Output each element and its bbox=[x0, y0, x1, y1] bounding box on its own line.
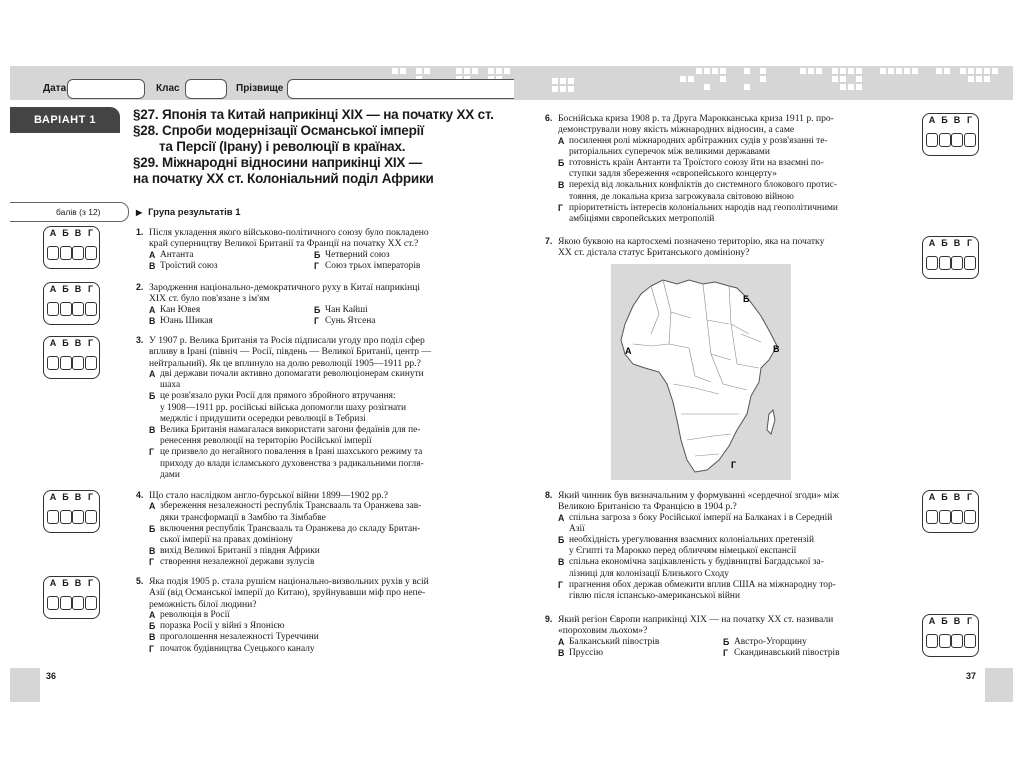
answer-letter: А bbox=[928, 616, 936, 626]
decor-square bbox=[976, 68, 982, 74]
question-text: У 1907 р. Велика Британія та Росія підписали угоду про поділ сфер впливу в Ірані (північ — Росії, південь — Великої Британії, центр — нейтральний). Як це вплинуло на долю революції 1905—1911 рр.? bbox=[149, 335, 432, 369]
score-box[interactable] bbox=[10, 202, 129, 222]
decor-square bbox=[968, 76, 974, 82]
answer-grid bbox=[922, 614, 979, 657]
decor-square bbox=[560, 78, 566, 84]
decor-square bbox=[944, 68, 950, 74]
answer-checkbox-2[interactable] bbox=[939, 634, 951, 648]
decor-square bbox=[424, 68, 430, 74]
option-text: поразка Росії у війні з Японією bbox=[160, 621, 285, 632]
option-letter: Б bbox=[558, 158, 565, 168]
option-text: спільна загроза з боку Російської імперії на Балканах і в Середній Азії bbox=[569, 512, 833, 534]
option-text: пріоритетність інтересів колоніальних народів над геополітичними амбіціями європейських метрополій bbox=[569, 202, 838, 224]
question bbox=[545, 236, 895, 259]
answer-checkbox-4[interactable] bbox=[85, 246, 97, 260]
answer-checkbox-1[interactable] bbox=[47, 596, 59, 610]
answer-letter: Г bbox=[966, 115, 973, 125]
decor-square bbox=[816, 68, 822, 74]
option-text: проголошення незалежності Туреччини bbox=[160, 632, 319, 643]
answer-grid bbox=[922, 236, 979, 279]
title-line: §29. Міжнародні відносини наприкінці XIX — bbox=[133, 155, 423, 170]
answer-checkbox-3[interactable] bbox=[951, 256, 963, 270]
answer-grid bbox=[43, 490, 100, 533]
option-А[interactable] bbox=[149, 369, 481, 391]
answer-checkbox-4[interactable] bbox=[85, 596, 97, 610]
option-text: створення незалежної держави зулусів bbox=[160, 557, 315, 568]
decor-square bbox=[688, 76, 694, 82]
answer-checkbox-4[interactable] bbox=[964, 256, 976, 270]
option-text: збереження незалежності республік Трансвааль та Оранжева зав- дяки трансформації в Замбію та Зімбабве bbox=[160, 501, 422, 523]
decor-square bbox=[808, 68, 814, 74]
option-Б[interactable] bbox=[149, 524, 481, 546]
decor-square bbox=[800, 68, 806, 74]
option-Г[interactable] bbox=[149, 557, 481, 568]
decor-square bbox=[856, 76, 862, 82]
class-label: Клас bbox=[156, 83, 180, 94]
answer-checkbox-2[interactable] bbox=[60, 246, 72, 260]
answer-letter: Б bbox=[941, 115, 948, 125]
question-text: Який чинник був визначальним у формуванні «сердечної згоди» між Великою Британією та Францією в 1904 р.? bbox=[558, 490, 840, 513]
decor-square bbox=[720, 68, 726, 74]
option-В[interactable] bbox=[558, 180, 895, 202]
question bbox=[545, 614, 895, 637]
option-Б[interactable] bbox=[149, 391, 481, 425]
africa-map bbox=[611, 264, 791, 480]
answer-checkbox-3[interactable] bbox=[72, 302, 84, 316]
answer-grid bbox=[43, 576, 100, 619]
option-letter: Г bbox=[558, 579, 563, 590]
decor-square bbox=[392, 68, 398, 74]
option-text: Австро-Угорщину bbox=[734, 636, 807, 647]
option-letter: А bbox=[149, 501, 156, 512]
decor-square bbox=[704, 84, 710, 90]
option-А[interactable] bbox=[558, 513, 895, 535]
map-label-a: А bbox=[625, 346, 632, 356]
decor-square bbox=[976, 76, 982, 82]
decor-square bbox=[968, 68, 974, 74]
answer-checkbox-1[interactable] bbox=[926, 510, 938, 524]
decor-square bbox=[992, 68, 998, 74]
option-Г[interactable] bbox=[314, 316, 474, 327]
decor-square bbox=[496, 68, 502, 74]
option-letter: А bbox=[149, 249, 156, 260]
option-Г[interactable] bbox=[558, 203, 895, 225]
option-letter: А bbox=[149, 609, 156, 620]
option-letter: В bbox=[149, 315, 156, 326]
option-А[interactable] bbox=[149, 610, 481, 621]
decor-square bbox=[912, 68, 918, 74]
answer-checkbox-3[interactable] bbox=[951, 133, 963, 147]
answer-letter: Б bbox=[62, 338, 69, 348]
answer-letter: В bbox=[953, 492, 961, 502]
map-label-v: В bbox=[773, 344, 780, 354]
page-title bbox=[133, 107, 513, 187]
question-number: 1. bbox=[136, 227, 144, 237]
option-text: це розв'язало руки Росії для прямого збройного втручання: у 1908—1911 рр. російські війська допомогли шаху розігнати меджліс і придушити осередки революції в Тебризі bbox=[160, 391, 407, 424]
option-text: Скандинавський півострів bbox=[734, 647, 840, 658]
decor-square bbox=[880, 68, 886, 74]
answer-letter: Г bbox=[966, 492, 973, 502]
answer-letter: Б bbox=[941, 492, 948, 502]
option-letter: Г bbox=[149, 447, 154, 458]
map-label-b: Б bbox=[743, 294, 750, 304]
option-Б[interactable] bbox=[558, 158, 895, 180]
question bbox=[545, 490, 895, 513]
option-letter: Б bbox=[149, 621, 156, 632]
answer-checkbox-2[interactable] bbox=[60, 302, 72, 316]
question-number: 2. bbox=[136, 282, 144, 292]
decor-square bbox=[832, 76, 838, 82]
answer-letter: А bbox=[49, 284, 57, 294]
answer-letter: Б bbox=[62, 492, 69, 502]
question bbox=[545, 113, 895, 136]
decor-square bbox=[984, 68, 990, 74]
option-letter: А bbox=[558, 512, 565, 523]
decor-square bbox=[856, 68, 862, 74]
option-text: Прусcію bbox=[569, 647, 603, 658]
option-Б[interactable] bbox=[149, 621, 481, 632]
option-text: посилення ролі міжнародних арбітражних судів у розв'язанні те- риторіальних суперечок між великими державами bbox=[569, 135, 828, 157]
surname-field[interactable] bbox=[287, 79, 514, 99]
option-Г[interactable] bbox=[558, 580, 895, 602]
answer-grid bbox=[922, 113, 979, 156]
decor-square bbox=[472, 68, 478, 74]
answer-checkbox-2[interactable] bbox=[60, 510, 72, 524]
answer-letter: В bbox=[74, 228, 82, 238]
option-text: Антанта bbox=[160, 249, 194, 260]
right-gutter bbox=[985, 668, 1013, 702]
decor-square bbox=[568, 86, 574, 92]
answer-letter: Г bbox=[87, 338, 94, 348]
variant-badge: ВАРІАНТ 1 bbox=[10, 107, 120, 133]
answer-checkbox-1[interactable] bbox=[47, 246, 59, 260]
answer-checkbox-1[interactable] bbox=[47, 302, 59, 316]
option-В[interactable] bbox=[149, 546, 481, 557]
decor-square bbox=[488, 68, 494, 74]
question-number: 6. bbox=[545, 113, 553, 123]
option-А[interactable] bbox=[149, 501, 481, 523]
answer-checkbox-4[interactable] bbox=[85, 356, 97, 370]
africa-outline bbox=[621, 280, 777, 472]
option-В[interactable] bbox=[149, 261, 309, 272]
answer-letter: А bbox=[49, 578, 57, 588]
answer-letter: Б bbox=[941, 238, 948, 248]
question-text: Зародження національно-демократичного руху в Китаї наприкінці XIX ст. було пов'язане з ім'ям bbox=[149, 282, 421, 305]
option-letter: Г bbox=[723, 647, 728, 658]
answer-checkbox-2[interactable] bbox=[60, 356, 72, 370]
option-В[interactable] bbox=[149, 425, 481, 447]
decor-square bbox=[416, 68, 422, 74]
decor-square bbox=[760, 68, 766, 74]
option-В[interactable] bbox=[558, 648, 718, 659]
answer-letter: Б bbox=[941, 616, 948, 626]
option-letter: В bbox=[149, 632, 156, 643]
option-В[interactable] bbox=[558, 557, 895, 579]
answer-checkbox-1[interactable] bbox=[926, 256, 938, 270]
decor-square bbox=[504, 68, 510, 74]
answer-letter: В bbox=[74, 578, 82, 588]
option-text: необхідність урегулювання взаємних колоніальних претензій у Єгипті та Марокко перед обличчям німецької експансії bbox=[569, 535, 815, 557]
question-number: 4. bbox=[136, 490, 144, 500]
decor-square bbox=[712, 68, 718, 74]
map-label-g: Г bbox=[731, 460, 737, 470]
section-title-text: Група результатів 1 bbox=[148, 207, 241, 218]
section-title bbox=[136, 207, 241, 218]
question-text: Який регіон Європи наприкінці XIX — на початку XX ст. називали «пороховим льохом»? bbox=[558, 614, 834, 637]
option-Б[interactable] bbox=[723, 637, 883, 648]
question-text: Яка подія 1905 р. стала рушієм національно-визвольних рухів у всій Азії (від Османської імперії до Китаю), зруйнувавши міф про непе- реможність білої людини? bbox=[149, 576, 429, 610]
answer-letter: В bbox=[74, 284, 82, 294]
question-text: Боснійська криза 1908 р. та Друга Марокканська криза 1911 р. про- демонстрували нову якість міжнародних відносин, а саме bbox=[558, 113, 834, 136]
score-label: балів (з 12) bbox=[56, 207, 101, 217]
question-number: 3. bbox=[136, 335, 144, 345]
answer-letter: А bbox=[49, 338, 57, 348]
question-number: 5. bbox=[136, 576, 144, 586]
question bbox=[136, 576, 481, 610]
decor-square bbox=[744, 84, 750, 90]
answer-grid bbox=[43, 282, 100, 325]
decor-square bbox=[984, 76, 990, 82]
title-line: на початку XX ст. Колоніальний поділ Африки bbox=[133, 171, 434, 186]
option-letter: Б bbox=[314, 249, 321, 260]
decor-square bbox=[840, 84, 846, 90]
option-letter: А bbox=[558, 636, 565, 647]
option-text: Троїстий союз bbox=[160, 260, 218, 271]
answer-letter: В bbox=[74, 492, 82, 502]
answer-checkbox-2[interactable] bbox=[939, 133, 951, 147]
option-text: Балканський півострів bbox=[569, 636, 660, 647]
answer-checkbox-1[interactable] bbox=[47, 510, 59, 524]
question-number: 7. bbox=[545, 236, 553, 246]
title-line: та Персії (Ірану) і революції в країнах. bbox=[159, 139, 406, 154]
option-letter: Г bbox=[149, 643, 154, 654]
option-text: дві держави почали активно допомагати революціонерам скинути шаха bbox=[160, 368, 424, 391]
answer-letter: Г bbox=[87, 228, 94, 238]
answer-letter: А bbox=[928, 115, 936, 125]
question bbox=[136, 282, 481, 305]
decor-square bbox=[760, 76, 766, 82]
answer-checkbox-4[interactable] bbox=[964, 634, 976, 648]
option-text: Четверний союз bbox=[325, 249, 390, 260]
option-text: революція в Росії bbox=[160, 609, 230, 620]
option-Г[interactable] bbox=[314, 261, 474, 272]
option-text: початок будівництва Суецького каналу bbox=[160, 643, 315, 654]
option-text: вихід Великої Британії з півдня Африки bbox=[160, 546, 320, 557]
answer-grid bbox=[43, 336, 100, 379]
title-line: §27. Японія та Китай наприкінці XIX — на початку XX ст. bbox=[133, 107, 494, 122]
answer-checkbox-3[interactable] bbox=[951, 510, 963, 524]
option-letter: Б bbox=[723, 636, 730, 647]
answer-checkbox-4[interactable] bbox=[85, 510, 97, 524]
answer-checkbox-3[interactable] bbox=[951, 634, 963, 648]
option-text: Сунь Ятсена bbox=[325, 315, 376, 326]
option-text: прагнення обох держав обмежити вплив США на міжнародну тор- гівлю після іспансько-американської війни bbox=[569, 579, 836, 601]
option-text: спільна економічна зацікавленість у будівництві Багдадської за- лізниці для колонізації Близького Сходу bbox=[569, 557, 824, 579]
decor-square bbox=[896, 68, 902, 74]
page-number-right: 37 bbox=[966, 671, 977, 681]
decor-square bbox=[464, 68, 470, 74]
option-text: Юань Шикая bbox=[160, 315, 213, 326]
option-letter: А bbox=[149, 368, 156, 379]
option-А[interactable] bbox=[149, 305, 309, 316]
answer-checkbox-3[interactable] bbox=[72, 246, 84, 260]
option-В[interactable] bbox=[149, 316, 309, 327]
option-letter: Б bbox=[314, 304, 321, 315]
date-label: Дата bbox=[43, 83, 67, 94]
option-text: це призвело до негайного повалення в Ірані шахського режиму та приходу до влади ісламського духовенства з радикальними погля- дами bbox=[160, 447, 424, 480]
option-text: Велика Британія намагалася використати загони федаїнів для пе- ренесення революції на територію Російської імперії bbox=[160, 424, 421, 447]
question bbox=[136, 490, 481, 501]
answer-letter: Г bbox=[966, 238, 973, 248]
decor-square bbox=[560, 86, 566, 92]
answer-checkbox-3[interactable] bbox=[72, 356, 84, 370]
option-letter: В bbox=[558, 557, 565, 568]
answer-checkbox-2[interactable] bbox=[939, 510, 951, 524]
option-text: Союз трьох імператорів bbox=[325, 260, 421, 271]
option-Б[interactable] bbox=[558, 535, 895, 557]
option-Г[interactable] bbox=[149, 644, 481, 655]
answer-letter: Г bbox=[87, 578, 94, 588]
option-А[interactable] bbox=[149, 250, 309, 261]
decor-square bbox=[552, 78, 558, 84]
option-text: включення республік Трансвааль та Оранжева до складу Британ- ської імперії на правах домініону bbox=[160, 523, 421, 545]
decor-square bbox=[400, 68, 406, 74]
decor-square bbox=[904, 68, 910, 74]
madagascar bbox=[767, 410, 775, 434]
question-number: 8. bbox=[545, 490, 553, 500]
option-letter: В bbox=[149, 424, 156, 435]
option-Б[interactable] bbox=[314, 305, 474, 316]
answer-letter: В bbox=[953, 115, 961, 125]
option-text: Чан Кайші bbox=[325, 304, 368, 315]
answer-letter: Г bbox=[87, 492, 94, 502]
answer-grid bbox=[922, 490, 979, 533]
answer-letter: А bbox=[49, 492, 57, 502]
answer-letter: Г bbox=[966, 616, 973, 626]
decor-square bbox=[960, 68, 966, 74]
left-gutter bbox=[10, 668, 40, 702]
question bbox=[136, 227, 481, 250]
question bbox=[136, 335, 481, 369]
answer-letter: А bbox=[49, 228, 57, 238]
question-text: Що стало наслідком англо-бурської війни 1899—1902 рр.? bbox=[149, 490, 389, 501]
answer-letter: В bbox=[74, 338, 82, 348]
decor-square bbox=[568, 78, 574, 84]
answer-checkbox-4[interactable] bbox=[964, 510, 976, 524]
decor-square bbox=[696, 68, 702, 74]
option-letter: Б bbox=[149, 391, 156, 402]
decor-square bbox=[840, 76, 846, 82]
decor-square bbox=[720, 76, 726, 82]
option-Г[interactable] bbox=[723, 648, 883, 659]
answer-letter: Б bbox=[62, 284, 69, 294]
option-Г[interactable] bbox=[149, 447, 481, 481]
answer-checkbox-4[interactable] bbox=[85, 302, 97, 316]
answer-checkbox-4[interactable] bbox=[964, 133, 976, 147]
answer-checkbox-2[interactable] bbox=[60, 596, 72, 610]
answer-grid bbox=[43, 226, 100, 269]
answer-letter: Б bbox=[62, 228, 69, 238]
answer-letter: А bbox=[928, 492, 936, 502]
answer-checkbox-1[interactable] bbox=[926, 133, 938, 147]
decor-square bbox=[848, 68, 854, 74]
triangle-icon: ▶ bbox=[136, 208, 143, 217]
option-text: Кан Ювея bbox=[160, 304, 201, 315]
class-field[interactable] bbox=[185, 79, 227, 99]
decor-square bbox=[744, 68, 750, 74]
answer-letter: Г bbox=[87, 284, 94, 294]
answer-letter: В bbox=[953, 616, 961, 626]
option-letter: Г bbox=[314, 315, 319, 326]
option-letter: А bbox=[149, 304, 156, 315]
option-letter: Г bbox=[558, 202, 563, 213]
decor-square bbox=[856, 84, 862, 90]
decor-square bbox=[832, 68, 838, 74]
page-number-left: 36 bbox=[46, 671, 57, 681]
option-letter: Г bbox=[314, 260, 319, 271]
decor-square bbox=[552, 86, 558, 92]
option-letter: В bbox=[558, 647, 565, 658]
question-text: Якою буквою на картосхемі позначено територію, яка на початку XX ст. дістала статус Британського домініону? bbox=[558, 236, 825, 259]
option-text: перехід від локальних конфліктів до системного блокового протис- тояння, де локальна криза загрожувала світовою війною bbox=[569, 180, 838, 202]
option-А[interactable] bbox=[558, 136, 895, 158]
option-Б[interactable] bbox=[314, 250, 474, 261]
decor-square bbox=[888, 68, 894, 74]
decor-square bbox=[456, 68, 462, 74]
title-line: §28. Спроби модернізації Османської імперії bbox=[133, 123, 424, 138]
decor-square bbox=[936, 68, 942, 74]
option-В[interactable] bbox=[149, 632, 481, 643]
answer-checkbox-1[interactable] bbox=[47, 356, 59, 370]
decor-square bbox=[680, 76, 686, 82]
option-letter: Б bbox=[558, 535, 565, 545]
answer-checkbox-3[interactable] bbox=[72, 510, 84, 524]
option-letter: Г bbox=[149, 557, 154, 568]
option-letter: В bbox=[558, 180, 565, 191]
answer-checkbox-2[interactable] bbox=[939, 256, 951, 270]
option-text: готовність країн Антанти та Троїстого союзу йти на взаємні по- ступки задля збереження «європейського концерту» bbox=[569, 158, 824, 180]
option-letter: В bbox=[149, 546, 156, 557]
africa-map-svg bbox=[611, 264, 791, 480]
option-letter: В bbox=[149, 260, 156, 271]
answer-letter: В bbox=[953, 238, 961, 248]
decor-square bbox=[848, 84, 854, 90]
decor-square bbox=[704, 68, 710, 74]
answer-checkbox-3[interactable] bbox=[72, 596, 84, 610]
decor-square bbox=[840, 68, 846, 74]
option-letter: Б bbox=[149, 523, 156, 534]
answer-letter: Б bbox=[62, 578, 69, 588]
answer-checkbox-1[interactable] bbox=[926, 634, 938, 648]
date-field[interactable] bbox=[67, 79, 145, 99]
surname-label: Прізвище bbox=[236, 83, 284, 94]
question-number: 9. bbox=[545, 614, 553, 624]
answer-letter: А bbox=[928, 238, 936, 248]
option-letter: А bbox=[558, 135, 565, 146]
option-А[interactable] bbox=[558, 637, 718, 648]
question-text: Після укладення якого військово-політичного союзу було покладено край суперництву Великої Британії та Франції на початку XX ст.? bbox=[149, 227, 429, 250]
